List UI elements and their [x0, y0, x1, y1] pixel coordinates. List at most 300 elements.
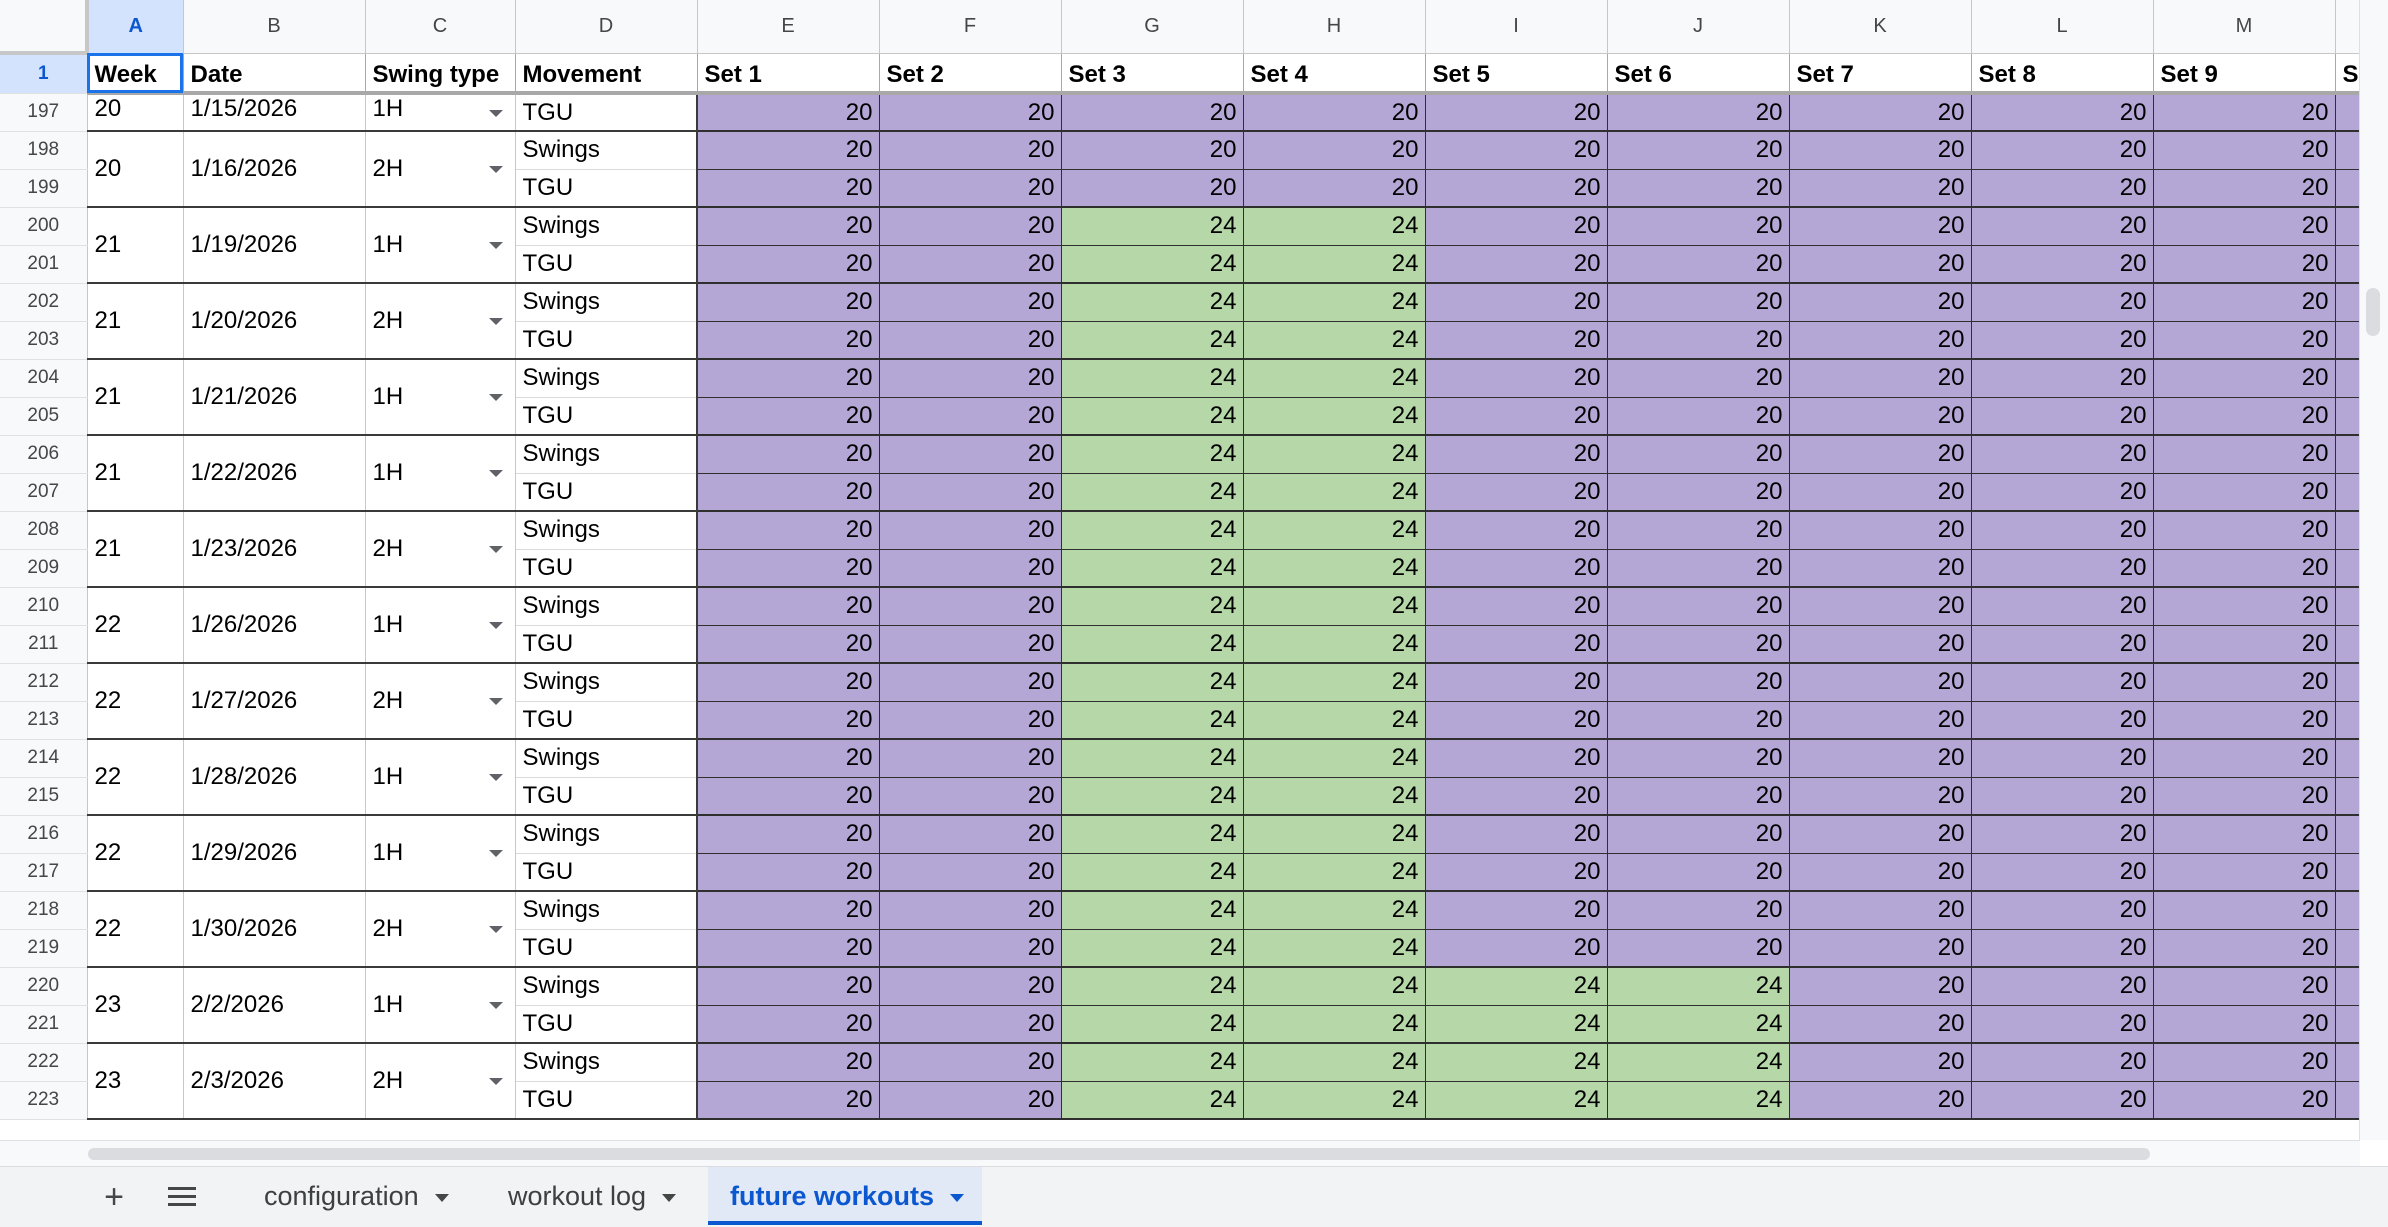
- movement-cell[interactable]: TGU: [515, 853, 697, 891]
- set-value-cell[interactable]: 20: [1607, 549, 1789, 587]
- movement-cell[interactable]: TGU: [515, 777, 697, 815]
- set-value-cell[interactable]: 20: [1061, 93, 1243, 131]
- movement-cell[interactable]: Swings: [515, 207, 697, 245]
- swing-type-dropdown[interactable]: [365, 131, 515, 207]
- set-value-cell[interactable]: 20: [1971, 891, 2153, 929]
- set-value-cell[interactable]: 20: [2153, 663, 2335, 701]
- set-value-cell[interactable]: 24: [1607, 1081, 1789, 1119]
- set-value-cell[interactable]: 20: [879, 511, 1061, 549]
- set-value-cell[interactable]: 20: [697, 245, 879, 283]
- dropdown-arrow-icon[interactable]: [489, 394, 503, 401]
- set-value-cell[interactable]: 20: [1789, 967, 1971, 1005]
- movement-cell[interactable]: Swings: [515, 511, 697, 549]
- set-value-cell[interactable]: 24: [1243, 663, 1425, 701]
- row-header[interactable]: 203: [0, 321, 87, 359]
- movement-cell[interactable]: TGU: [515, 321, 697, 359]
- set-value-cell[interactable]: 20: [2153, 169, 2335, 207]
- set-value-cell[interactable]: 20: [2153, 359, 2335, 397]
- set-value-cell[interactable]: 20: [1789, 549, 1971, 587]
- plus-icon[interactable]: +: [104, 1178, 124, 1216]
- tab-workout-log[interactable]: [486, 1167, 694, 1225]
- set-value-cell[interactable]: 20: [1789, 891, 1971, 929]
- set-value-cell[interactable]: 20: [1789, 473, 1971, 511]
- set-value-cell[interactable]: 24: [1243, 207, 1425, 245]
- dropdown-arrow-icon[interactable]: [489, 926, 503, 933]
- set-value-cell[interactable]: 20: [879, 815, 1061, 853]
- set-value-cell[interactable]: 20: [1607, 511, 1789, 549]
- set-value-cell[interactable]: 24: [1061, 549, 1243, 587]
- set-value-cell[interactable]: 24: [1061, 777, 1243, 815]
- swing-type-dropdown[interactable]: [365, 815, 515, 891]
- set-value-cell[interactable]: 20: [1425, 397, 1607, 435]
- set-value-cell[interactable]: 20: [1971, 511, 2153, 549]
- set-value-cell[interactable]: 20: [1607, 777, 1789, 815]
- set-value-cell[interactable]: 20: [1607, 701, 1789, 739]
- dropdown-arrow-icon[interactable]: [489, 318, 503, 325]
- set-value-cell[interactable]: 20: [1789, 131, 1971, 169]
- set-value-cell[interactable]: 24: [1061, 1081, 1243, 1119]
- set-value-cell[interactable]: 20: [879, 853, 1061, 891]
- column-header[interactable]: K: [1789, 0, 1971, 53]
- date-cell[interactable]: 1/23/2026: [183, 511, 365, 587]
- set-value-cell[interactable]: 20: [1607, 321, 1789, 359]
- row-header[interactable]: 205: [0, 397, 87, 435]
- set-value-cell[interactable]: 20: [2153, 1043, 2335, 1081]
- set-value-cell[interactable]: 24: [1607, 967, 1789, 1005]
- set-value-cell[interactable]: 24: [1243, 1043, 1425, 1081]
- movement-cell[interactable]: Swings: [515, 435, 697, 473]
- movement-cell[interactable]: TGU: [515, 549, 697, 587]
- set-value-cell[interactable]: 20: [879, 625, 1061, 663]
- date-cell[interactable]: 2/3/2026: [183, 1043, 365, 1119]
- swing-type-dropdown[interactable]: [365, 891, 515, 967]
- set-value-cell[interactable]: 20: [697, 929, 879, 967]
- set-value-cell[interactable]: 20: [1971, 1081, 2153, 1119]
- week-cell[interactable]: 20: [87, 93, 183, 131]
- week-cell[interactable]: 21: [87, 207, 183, 283]
- date-cell[interactable]: 1/27/2026: [183, 663, 365, 739]
- dropdown-arrow-icon[interactable]: [489, 110, 503, 117]
- set-value-cell[interactable]: 24: [1243, 283, 1425, 321]
- set-value-cell[interactable]: 24: [1061, 359, 1243, 397]
- set-value-cell[interactable]: 20: [1243, 93, 1425, 131]
- date-cell[interactable]: 1/15/2026: [183, 93, 365, 131]
- week-cell[interactable]: 22: [87, 663, 183, 739]
- set-value-cell[interactable]: 20: [2153, 587, 2335, 625]
- set-value-cell[interactable]: 20: [1789, 663, 1971, 701]
- set-value-cell[interactable]: 20: [1607, 625, 1789, 663]
- row-header[interactable]: 223: [0, 1081, 87, 1119]
- week-cell[interactable]: 22: [87, 587, 183, 663]
- dropdown-arrow-icon[interactable]: [489, 470, 503, 477]
- set-value-cell[interactable]: 20: [1789, 1005, 1971, 1043]
- set-value-cell[interactable]: 20: [1971, 359, 2153, 397]
- dropdown-arrow-icon[interactable]: [489, 698, 503, 705]
- set-value-cell[interactable]: 20: [1789, 587, 1971, 625]
- date-cell[interactable]: 1/22/2026: [183, 435, 365, 511]
- set-value-cell[interactable]: 20: [1971, 701, 2153, 739]
- set-value-cell[interactable]: 20: [1789, 625, 1971, 663]
- set-value-cell[interactable]: 24: [1061, 967, 1243, 1005]
- set-value-cell[interactable]: 20: [879, 245, 1061, 283]
- set-value-cell[interactable]: 24: [1243, 701, 1425, 739]
- set-value-cell[interactable]: 24: [1243, 891, 1425, 929]
- set-value-cell[interactable]: 24: [1061, 929, 1243, 967]
- movement-cell[interactable]: Swings: [515, 967, 697, 1005]
- dropdown-arrow-icon[interactable]: [489, 850, 503, 857]
- date-cell[interactable]: 1/19/2026: [183, 207, 365, 283]
- set-value-cell[interactable]: 24: [1243, 359, 1425, 397]
- column-header[interactable]: A: [87, 0, 183, 53]
- set-value-cell[interactable]: 20: [1607, 587, 1789, 625]
- set-value-cell[interactable]: 20: [1425, 929, 1607, 967]
- movement-cell[interactable]: Swings: [515, 815, 697, 853]
- menu-icon[interactable]: [168, 1187, 196, 1211]
- chevron-down-icon[interactable]: [662, 1194, 676, 1202]
- row-header[interactable]: 210: [0, 587, 87, 625]
- set-value-cell[interactable]: 20: [697, 663, 879, 701]
- swing-type-dropdown[interactable]: [365, 283, 515, 359]
- set-value-cell[interactable]: 24: [1243, 397, 1425, 435]
- set-value-cell[interactable]: 20: [697, 207, 879, 245]
- set-value-cell[interactable]: 20: [697, 93, 879, 131]
- movement-cell[interactable]: TGU: [515, 929, 697, 967]
- horizontal-scrollbar[interactable]: [0, 1140, 2360, 1167]
- set-value-cell[interactable]: 20: [697, 511, 879, 549]
- set-value-cell[interactable]: 20: [1607, 245, 1789, 283]
- set-value-cell[interactable]: 20: [1789, 321, 1971, 359]
- row-header[interactable]: 215: [0, 777, 87, 815]
- week-cell[interactable]: 21: [87, 435, 183, 511]
- set-value-cell[interactable]: 20: [1971, 283, 2153, 321]
- set-value-cell[interactable]: 20: [879, 777, 1061, 815]
- row-header[interactable]: 202: [0, 283, 87, 321]
- set-value-cell[interactable]: 20: [1425, 587, 1607, 625]
- set-value-cell[interactable]: 20: [1971, 93, 2153, 131]
- set-value-cell[interactable]: 20: [2153, 245, 2335, 283]
- set-value-cell[interactable]: 20: [1789, 359, 1971, 397]
- set-value-cell[interactable]: 20: [879, 1005, 1061, 1043]
- set-value-cell[interactable]: 20: [1971, 967, 2153, 1005]
- row-header[interactable]: 204: [0, 359, 87, 397]
- set-value-cell[interactable]: 20: [697, 549, 879, 587]
- week-cell[interactable]: 20: [87, 131, 183, 207]
- movement-cell[interactable]: Swings: [515, 359, 697, 397]
- movement-cell[interactable]: TGU: [515, 245, 697, 283]
- set-value-cell[interactable]: 20: [879, 131, 1061, 169]
- week-cell[interactable]: 22: [87, 815, 183, 891]
- set-value-cell[interactable]: 24: [1243, 777, 1425, 815]
- row-header[interactable]: 220: [0, 967, 87, 1005]
- set-value-cell[interactable]: 20: [1425, 549, 1607, 587]
- set-value-cell[interactable]: 20: [1607, 663, 1789, 701]
- row-header[interactable]: 208: [0, 511, 87, 549]
- select-all-corner[interactable]: [0, 0, 87, 53]
- header-cell[interactable]: Set 9: [2153, 53, 2335, 93]
- movement-cell[interactable]: TGU: [515, 1005, 697, 1043]
- set-value-cell[interactable]: 20: [1425, 359, 1607, 397]
- set-value-cell[interactable]: 20: [697, 169, 879, 207]
- movement-cell[interactable]: TGU: [515, 93, 697, 131]
- set-value-cell[interactable]: 20: [1607, 169, 1789, 207]
- set-value-cell[interactable]: 20: [2153, 131, 2335, 169]
- row-header[interactable]: 206: [0, 435, 87, 473]
- set-value-cell[interactable]: 20: [879, 967, 1061, 1005]
- set-value-cell[interactable]: 20: [2153, 891, 2335, 929]
- set-value-cell[interactable]: 24: [1243, 739, 1425, 777]
- swing-type-dropdown[interactable]: [365, 435, 515, 511]
- week-cell[interactable]: 23: [87, 1043, 183, 1119]
- set-value-cell[interactable]: 20: [1971, 777, 2153, 815]
- set-value-cell[interactable]: 20: [879, 359, 1061, 397]
- set-value-cell[interactable]: 24: [1243, 929, 1425, 967]
- week-cell[interactable]: 21: [87, 359, 183, 435]
- set-value-cell[interactable]: 20: [1789, 739, 1971, 777]
- header-cell[interactable]: S: [2335, 53, 2364, 93]
- header-cell[interactable]: Set 1: [697, 53, 879, 93]
- set-value-cell[interactable]: 20: [2153, 549, 2335, 587]
- set-value-cell[interactable]: 20: [879, 473, 1061, 511]
- set-value-cell[interactable]: 20: [1425, 245, 1607, 283]
- set-value-cell[interactable]: 20: [1971, 1005, 2153, 1043]
- row-header[interactable]: 207: [0, 473, 87, 511]
- set-value-cell[interactable]: 24: [1061, 245, 1243, 283]
- movement-cell[interactable]: Swings: [515, 283, 697, 321]
- set-value-cell[interactable]: 20: [697, 739, 879, 777]
- set-value-cell[interactable]: 20: [1971, 131, 2153, 169]
- row-header[interactable]: 199: [0, 169, 87, 207]
- movement-cell[interactable]: TGU: [515, 473, 697, 511]
- set-value-cell[interactable]: 20: [1607, 853, 1789, 891]
- set-value-cell[interactable]: 20: [2153, 511, 2335, 549]
- column-header[interactable]: G: [1061, 0, 1243, 53]
- date-cell[interactable]: 2/2/2026: [183, 967, 365, 1043]
- row-header[interactable]: 198: [0, 131, 87, 169]
- set-value-cell[interactable]: 20: [2153, 435, 2335, 473]
- set-value-cell[interactable]: 20: [1425, 663, 1607, 701]
- set-value-cell[interactable]: 24: [1243, 1005, 1425, 1043]
- set-value-cell[interactable]: 20: [1425, 473, 1607, 511]
- row-header[interactable]: 216: [0, 815, 87, 853]
- set-value-cell[interactable]: 20: [697, 397, 879, 435]
- swing-type-dropdown[interactable]: [365, 739, 515, 815]
- set-value-cell[interactable]: 20: [879, 929, 1061, 967]
- set-value-cell[interactable]: 24: [1061, 1043, 1243, 1081]
- column-header[interactable]: D: [515, 0, 697, 53]
- set-value-cell[interactable]: 24: [1243, 853, 1425, 891]
- set-value-cell[interactable]: 20: [1789, 701, 1971, 739]
- set-value-cell[interactable]: 20: [2153, 701, 2335, 739]
- set-value-cell[interactable]: 20: [1061, 169, 1243, 207]
- set-value-cell[interactable]: 20: [1425, 739, 1607, 777]
- week-cell[interactable]: 21: [87, 511, 183, 587]
- header-cell[interactable]: Set 2: [879, 53, 1061, 93]
- set-value-cell[interactable]: 24: [1061, 587, 1243, 625]
- set-value-cell[interactable]: 24: [1243, 473, 1425, 511]
- set-value-cell[interactable]: 20: [2153, 93, 2335, 131]
- set-value-cell[interactable]: 20: [2153, 207, 2335, 245]
- set-value-cell[interactable]: 20: [2153, 321, 2335, 359]
- set-value-cell[interactable]: 20: [2153, 473, 2335, 511]
- set-value-cell[interactable]: 20: [1789, 853, 1971, 891]
- set-value-cell[interactable]: 20: [1243, 169, 1425, 207]
- set-value-cell[interactable]: 24: [1061, 207, 1243, 245]
- row-header[interactable]: 221: [0, 1005, 87, 1043]
- tab-future-workouts[interactable]: [708, 1167, 982, 1225]
- set-value-cell[interactable]: 20: [1971, 245, 2153, 283]
- set-value-cell[interactable]: 20: [1425, 511, 1607, 549]
- set-value-cell[interactable]: 20: [1607, 435, 1789, 473]
- date-cell[interactable]: 1/26/2026: [183, 587, 365, 663]
- row-header[interactable]: 219: [0, 929, 87, 967]
- set-value-cell[interactable]: 20: [1971, 815, 2153, 853]
- header-cell[interactable]: Set 3: [1061, 53, 1243, 93]
- set-value-cell[interactable]: 20: [879, 701, 1061, 739]
- set-value-cell[interactable]: 24: [1243, 511, 1425, 549]
- set-value-cell[interactable]: 20: [697, 625, 879, 663]
- set-value-cell[interactable]: 20: [2153, 929, 2335, 967]
- set-value-cell[interactable]: 20: [1425, 815, 1607, 853]
- set-value-cell[interactable]: 20: [879, 207, 1061, 245]
- set-value-cell[interactable]: 20: [1971, 321, 2153, 359]
- set-value-cell[interactable]: 20: [1425, 321, 1607, 359]
- set-value-cell[interactable]: 20: [1425, 853, 1607, 891]
- set-value-cell[interactable]: 20: [1607, 397, 1789, 435]
- set-value-cell[interactable]: 20: [2153, 397, 2335, 435]
- set-value-cell[interactable]: 20: [1607, 359, 1789, 397]
- set-value-cell[interactable]: 24: [1061, 853, 1243, 891]
- set-value-cell[interactable]: 20: [879, 739, 1061, 777]
- set-value-cell[interactable]: 24: [1243, 1081, 1425, 1119]
- movement-cell[interactable]: Swings: [515, 663, 697, 701]
- set-value-cell[interactable]: 24: [1061, 397, 1243, 435]
- set-value-cell[interactable]: 20: [2153, 967, 2335, 1005]
- date-cell[interactable]: 1/29/2026: [183, 815, 365, 891]
- week-cell[interactable]: 21: [87, 283, 183, 359]
- set-value-cell[interactable]: 24: [1243, 245, 1425, 283]
- header-cell[interactable]: Week: [87, 53, 183, 93]
- set-value-cell[interactable]: 20: [1425, 435, 1607, 473]
- set-value-cell[interactable]: 20: [1607, 207, 1789, 245]
- movement-cell[interactable]: TGU: [515, 169, 697, 207]
- set-value-cell[interactable]: 20: [2153, 625, 2335, 663]
- swing-type-dropdown[interactable]: [365, 1043, 515, 1119]
- chevron-down-icon[interactable]: [950, 1194, 964, 1202]
- set-value-cell[interactable]: 24: [1243, 815, 1425, 853]
- set-value-cell[interactable]: 24: [1061, 701, 1243, 739]
- set-value-cell[interactable]: 20: [1789, 929, 1971, 967]
- set-value-cell[interactable]: 20: [1607, 929, 1789, 967]
- set-value-cell[interactable]: 20: [697, 473, 879, 511]
- set-value-cell[interactable]: 20: [1425, 777, 1607, 815]
- header-cell[interactable]: Set 5: [1425, 53, 1607, 93]
- column-header[interactable]: F: [879, 0, 1061, 53]
- movement-cell[interactable]: TGU: [515, 701, 697, 739]
- set-value-cell[interactable]: 20: [1789, 1081, 1971, 1119]
- tab-configuration[interactable]: [242, 1167, 467, 1225]
- set-value-cell[interactable]: 20: [697, 853, 879, 891]
- set-value-cell[interactable]: 24: [1425, 967, 1607, 1005]
- vertical-scrollbar[interactable]: [2359, 0, 2388, 1140]
- row-header[interactable]: 214: [0, 739, 87, 777]
- set-value-cell[interactable]: 20: [1789, 397, 1971, 435]
- set-value-cell[interactable]: 20: [1971, 397, 2153, 435]
- set-value-cell[interactable]: 24: [1061, 473, 1243, 511]
- set-value-cell[interactable]: 20: [697, 587, 879, 625]
- set-value-cell[interactable]: 20: [697, 891, 879, 929]
- set-value-cell[interactable]: 20: [1789, 245, 1971, 283]
- set-value-cell[interactable]: 20: [879, 169, 1061, 207]
- set-value-cell[interactable]: 20: [1971, 1043, 2153, 1081]
- row-header[interactable]: 209: [0, 549, 87, 587]
- set-value-cell[interactable]: 20: [1607, 93, 1789, 131]
- set-value-cell[interactable]: 20: [697, 967, 879, 1005]
- header-cell[interactable]: Set 4: [1243, 53, 1425, 93]
- set-value-cell[interactable]: 20: [1971, 625, 2153, 663]
- set-value-cell[interactable]: 20: [2153, 815, 2335, 853]
- set-value-cell[interactable]: 20: [1607, 131, 1789, 169]
- set-value-cell[interactable]: 20: [1789, 511, 1971, 549]
- swing-type-dropdown[interactable]: [365, 663, 515, 739]
- set-value-cell[interactable]: 24: [1061, 283, 1243, 321]
- set-value-cell[interactable]: 20: [1789, 283, 1971, 321]
- set-value-cell[interactable]: 24: [1061, 891, 1243, 929]
- set-value-cell[interactable]: 20: [2153, 853, 2335, 891]
- set-value-cell[interactable]: 24: [1243, 549, 1425, 587]
- set-value-cell[interactable]: 20: [1425, 207, 1607, 245]
- date-cell[interactable]: 1/28/2026: [183, 739, 365, 815]
- set-value-cell[interactable]: 24: [1243, 321, 1425, 359]
- set-value-cell[interactable]: 20: [1425, 169, 1607, 207]
- set-value-cell[interactable]: 20: [1789, 777, 1971, 815]
- dropdown-arrow-icon[interactable]: [489, 1078, 503, 1085]
- row-header[interactable]: 222: [0, 1043, 87, 1081]
- set-value-cell[interactable]: 20: [1971, 739, 2153, 777]
- set-value-cell[interactable]: 20: [697, 701, 879, 739]
- column-header[interactable]: H: [1243, 0, 1425, 53]
- set-value-cell[interactable]: 20: [1789, 815, 1971, 853]
- set-value-cell[interactable]: 20: [1789, 93, 1971, 131]
- set-value-cell[interactable]: 20: [697, 131, 879, 169]
- set-value-cell[interactable]: 20: [1971, 473, 2153, 511]
- row-header[interactable]: 201: [0, 245, 87, 283]
- set-value-cell[interactable]: 20: [697, 321, 879, 359]
- set-value-cell[interactable]: 24: [1243, 625, 1425, 663]
- set-value-cell[interactable]: 20: [1061, 131, 1243, 169]
- set-value-cell[interactable]: 20: [1971, 587, 2153, 625]
- dropdown-arrow-icon[interactable]: [489, 774, 503, 781]
- column-header[interactable]: C: [365, 0, 515, 53]
- row-header[interactable]: 218: [0, 891, 87, 929]
- set-value-cell[interactable]: 20: [1425, 131, 1607, 169]
- set-value-cell[interactable]: 20: [879, 1043, 1061, 1081]
- dropdown-arrow-icon[interactable]: [489, 622, 503, 629]
- set-value-cell[interactable]: 20: [879, 397, 1061, 435]
- swing-type-dropdown[interactable]: [365, 967, 515, 1043]
- header-cell[interactable]: Date: [183, 53, 365, 93]
- movement-cell[interactable]: TGU: [515, 1081, 697, 1119]
- set-value-cell[interactable]: 20: [1789, 169, 1971, 207]
- set-value-cell[interactable]: 24: [1061, 815, 1243, 853]
- set-value-cell[interactable]: 20: [1607, 891, 1789, 929]
- dropdown-arrow-icon[interactable]: [489, 166, 503, 173]
- set-value-cell[interactable]: 24: [1243, 435, 1425, 473]
- set-value-cell[interactable]: 24: [1061, 625, 1243, 663]
- horizontal-scroll-thumb[interactable]: [88, 1148, 2150, 1160]
- date-cell[interactable]: 1/20/2026: [183, 283, 365, 359]
- movement-cell[interactable]: Swings: [515, 891, 697, 929]
- column-header[interactable]: L: [1971, 0, 2153, 53]
